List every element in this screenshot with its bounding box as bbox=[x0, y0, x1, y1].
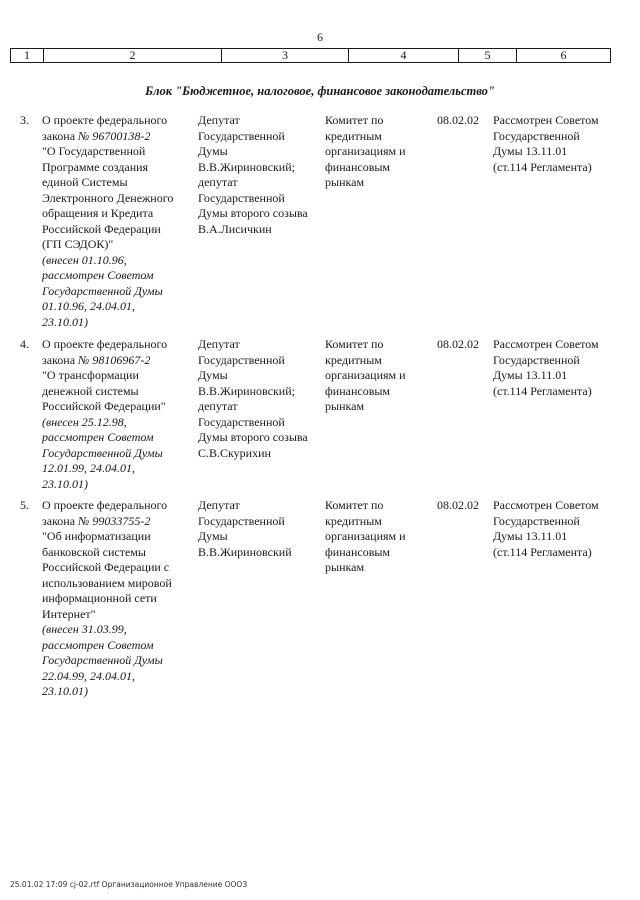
page-number: 6 bbox=[317, 30, 323, 44]
text-line: "О Государственной bbox=[42, 144, 146, 158]
text-line: Думы bbox=[198, 144, 228, 158]
text-line: (внесен 31.03.99, bbox=[42, 622, 127, 636]
responsible-committee bbox=[325, 113, 435, 191]
footer-stamp: 25.01.02 17:09 cj-02.rtf Организационное Управление ОООЗ bbox=[10, 880, 248, 889]
text-line: Государственной Думы bbox=[42, 283, 163, 298]
text-line: Государственной bbox=[493, 352, 580, 367]
text-line: рынкам bbox=[325, 175, 365, 189]
text-line: Государственной Думы bbox=[42, 653, 163, 667]
column-number: 1 bbox=[11, 49, 44, 63]
text-line: Депутат bbox=[198, 113, 240, 127]
text-line: В.В.Жириновский; bbox=[198, 159, 295, 174]
text-line: В.В.Жириновский; bbox=[198, 383, 295, 398]
text-line: Комитет по bbox=[325, 113, 384, 127]
text-line: использованием мировой bbox=[42, 575, 172, 590]
column-number: 2 bbox=[44, 49, 222, 63]
text-line: финансовым bbox=[325, 544, 391, 559]
column-number: 6 bbox=[517, 49, 611, 63]
block-title: Блок "Бюджетное, налоговое, финансовое законодательство" bbox=[145, 84, 495, 98]
text-line: Программе создания bbox=[42, 159, 149, 174]
bill-law-number-line bbox=[42, 514, 190, 530]
bill-law-number-line bbox=[42, 353, 190, 369]
responsible-committee bbox=[325, 498, 435, 576]
text-line: Государственной bbox=[493, 513, 580, 528]
text-line: Государственной Думы bbox=[42, 445, 163, 460]
text-fragment: закона bbox=[42, 352, 79, 367]
review-date: 08.02.02 bbox=[437, 113, 479, 127]
text-line: Российской Федерации bbox=[42, 221, 161, 236]
text-line: 23.10.01) bbox=[42, 314, 88, 329]
column-number: 3 bbox=[222, 49, 349, 63]
bill-authors bbox=[198, 498, 320, 560]
bill-title bbox=[42, 498, 190, 700]
text-line: рынкам bbox=[325, 560, 365, 574]
text-line: депутат bbox=[198, 175, 238, 189]
bill-law-number-line bbox=[42, 129, 190, 145]
text-line: Думы bbox=[198, 368, 228, 382]
text-line: "Об информатизации bbox=[42, 529, 151, 543]
text-line: Депутат bbox=[198, 498, 240, 512]
text-line: Думы второго созыва bbox=[198, 206, 308, 220]
text-line: организациям и bbox=[325, 368, 406, 382]
text-line: 12.01.99, 24.04.01, bbox=[42, 461, 135, 475]
text-line: О проекте федерального bbox=[42, 337, 168, 351]
column-number: 4 bbox=[349, 49, 459, 63]
text-line: Рассмотрен Советом bbox=[493, 337, 599, 351]
text-line: О проекте федерального bbox=[42, 113, 168, 127]
text-line: Российской Федерации" bbox=[42, 399, 166, 413]
text-line: рассмотрен Советом bbox=[42, 637, 154, 652]
bill-authors bbox=[198, 113, 320, 237]
text-line: 01.10.96, 24.04.01, bbox=[42, 299, 135, 313]
text-line: (внесен 01.10.96, bbox=[42, 252, 127, 267]
text-line: О проекте федерального bbox=[42, 498, 168, 512]
text-line: Государственной bbox=[198, 128, 285, 143]
text-line: Думы bbox=[198, 529, 228, 543]
text-fragment: закона bbox=[42, 513, 79, 528]
text-line: 23.10.01) bbox=[42, 684, 88, 698]
law-number: № 98106967-2 bbox=[78, 352, 151, 367]
text-fragment: закона bbox=[42, 128, 79, 143]
text-line: Государственной bbox=[493, 128, 580, 143]
text-line: (ст.114 Регламента) bbox=[493, 383, 592, 398]
text-line: Интернет" bbox=[42, 606, 96, 621]
text-line: Государственной bbox=[198, 352, 285, 367]
text-line: В.А.Лисичкин bbox=[198, 221, 272, 236]
text-line: кредитным bbox=[325, 352, 382, 367]
text-line: Рассмотрен Советом bbox=[493, 113, 599, 127]
responsible-committee bbox=[325, 337, 435, 415]
bill-status bbox=[493, 337, 613, 399]
review-date: 08.02.02 bbox=[437, 498, 479, 512]
text-line: финансовым bbox=[325, 383, 391, 398]
column-number: 5 bbox=[459, 49, 517, 63]
text-line: Думы второго созыва bbox=[198, 430, 308, 444]
text-line: рассмотрен Советом bbox=[42, 430, 154, 444]
text-line: Российской Федерации с bbox=[42, 560, 170, 574]
text-line: кредитным bbox=[325, 128, 382, 143]
entry-number: 4. bbox=[20, 337, 29, 351]
text-line: "О трансформации bbox=[42, 368, 139, 382]
text-line: Комитет по bbox=[325, 337, 384, 351]
bill-title bbox=[42, 337, 190, 492]
entry-number: 3. bbox=[20, 113, 29, 127]
bill-status bbox=[493, 498, 613, 560]
bill-status bbox=[493, 113, 613, 175]
text-line: Электронного Денежного bbox=[42, 190, 174, 205]
column-number-header bbox=[10, 48, 611, 63]
text-line: Думы 13.11.01 bbox=[493, 368, 568, 382]
text-line: (ст.114 Регламента) bbox=[493, 544, 592, 559]
law-number: № 96700138-2 bbox=[78, 128, 151, 143]
text-line: Думы 13.11.01 bbox=[493, 144, 568, 158]
text-line: В.В.Жириновский bbox=[198, 544, 292, 559]
bill-title bbox=[42, 113, 190, 330]
text-line: (ГП СЭДОК)" bbox=[42, 237, 114, 251]
text-line: финансовым bbox=[325, 159, 391, 174]
entry-number: 5. bbox=[20, 498, 29, 512]
review-date: 08.02.02 bbox=[437, 337, 479, 351]
text-line: 22.04.99, 24.04.01, bbox=[42, 668, 135, 683]
text-line: организациям и bbox=[325, 529, 406, 543]
text-line: (ст.114 Регламента) bbox=[493, 159, 592, 174]
text-line: денежной системы bbox=[42, 383, 139, 398]
text-line: единой Системы bbox=[42, 175, 128, 189]
text-line: 23.10.01) bbox=[42, 476, 88, 491]
text-line: Государственной bbox=[198, 513, 285, 528]
bill-authors bbox=[198, 337, 320, 461]
text-line: Государственной bbox=[198, 414, 285, 429]
text-line: Рассмотрен Советом bbox=[493, 498, 599, 512]
text-line: (внесен 25.12.98, bbox=[42, 414, 127, 429]
text-line: С.В.Скурихин bbox=[198, 445, 271, 460]
text-line: кредитным bbox=[325, 513, 382, 528]
text-line: Государственной bbox=[198, 190, 285, 205]
text-line: организациям и bbox=[325, 144, 406, 158]
text-line: Думы 13.11.01 bbox=[493, 529, 568, 543]
text-line: рынкам bbox=[325, 399, 365, 413]
text-line: рассмотрен Советом bbox=[42, 268, 154, 282]
text-line: банковской системы bbox=[42, 544, 146, 559]
text-line: Депутат bbox=[198, 337, 240, 351]
law-number: № 99033755-2 bbox=[78, 513, 151, 528]
text-line: Комитет по bbox=[325, 498, 384, 512]
text-line: информационной сети bbox=[42, 591, 157, 605]
text-line: обращения и Кредита bbox=[42, 206, 154, 220]
text-line: депутат bbox=[198, 399, 238, 413]
